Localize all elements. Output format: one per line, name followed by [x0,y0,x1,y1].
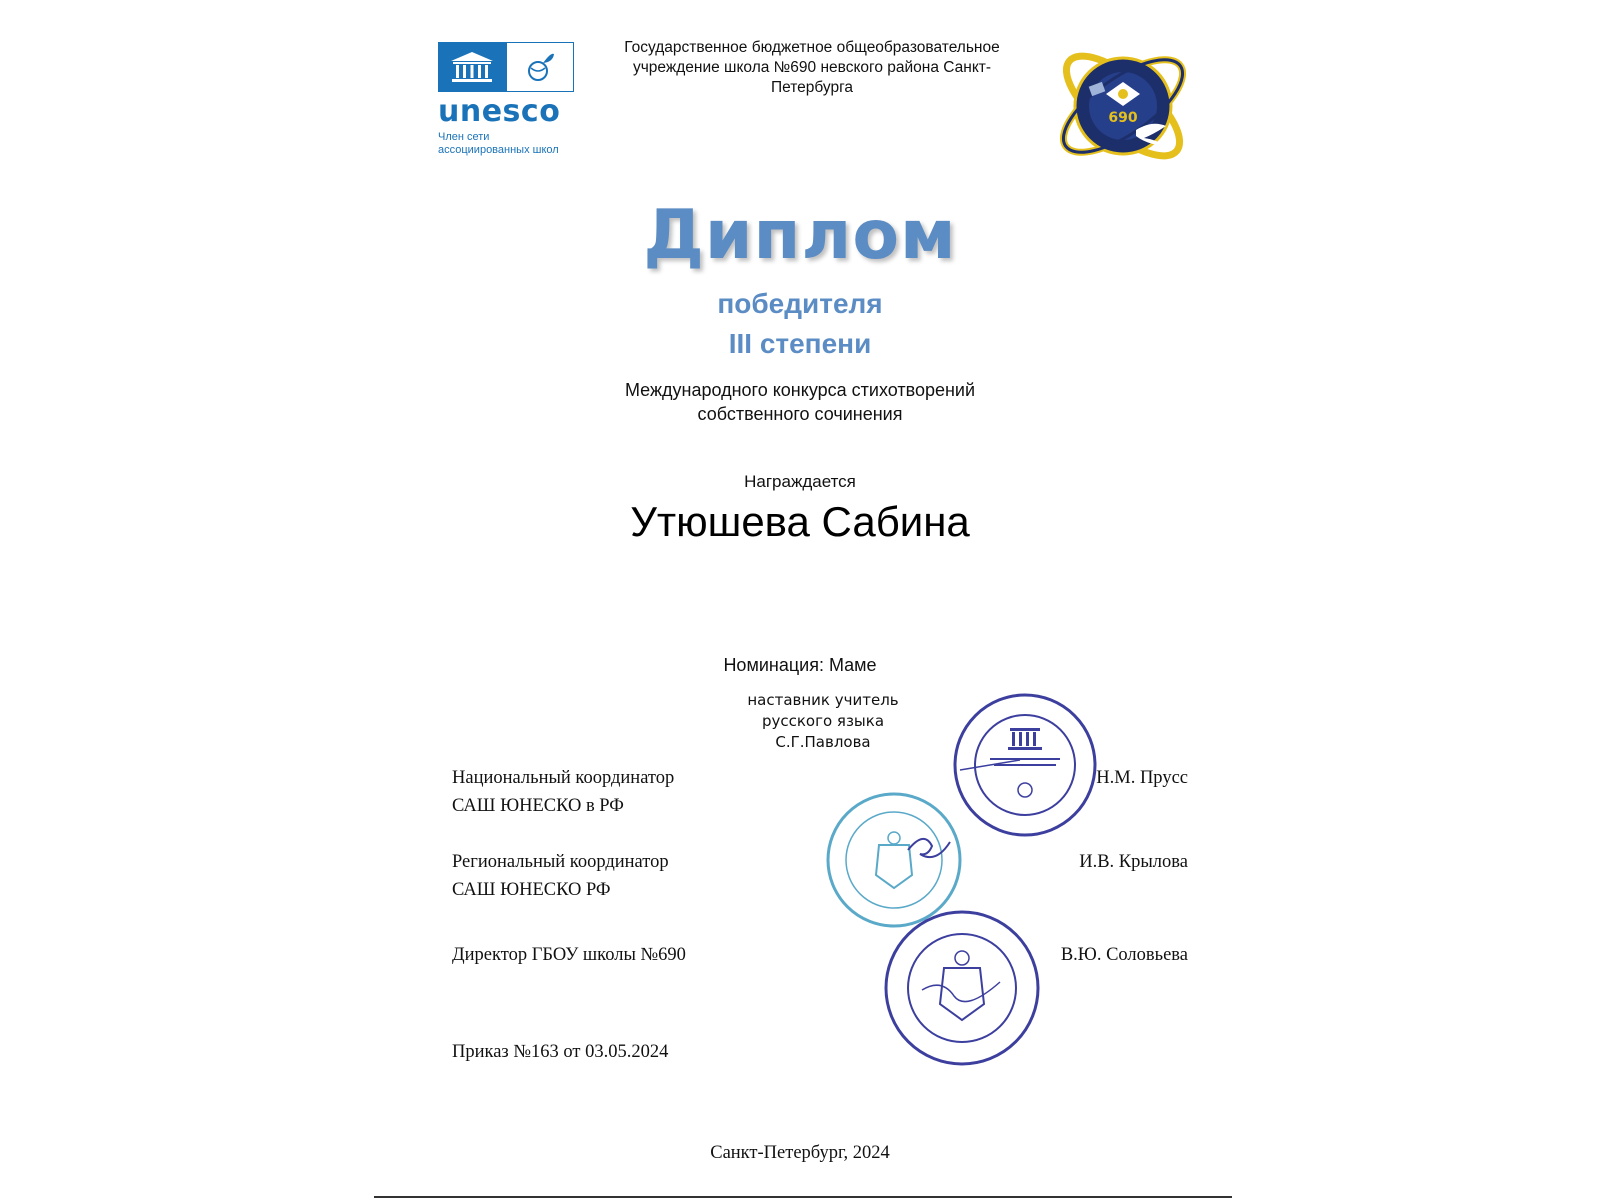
signature-person: В.Ю. Соловьева [1060,945,1188,965]
unesco-logo [438,42,578,157]
diploma-title: Диплом [643,196,957,275]
mentor-line1: наставник учитель [747,691,899,709]
signature-role [452,941,686,969]
signature-role-line2: САШ ЮНЕСКО в РФ [452,796,624,816]
signature-role [452,848,669,904]
unesco-leaf-icon [506,42,574,92]
contest-name [0,378,1600,426]
contest-name-line1: Международного конкурса стихотворений [624,380,976,400]
school-name [590,38,1034,98]
spb-committee-stamp [882,908,1042,1068]
mentor-line3: С.Г.Павлова [775,733,871,751]
signature-row-national [452,764,1188,824]
bottom-divider [374,1196,1232,1198]
signature-role-line1: Региональный координатор [452,852,669,872]
mentor-line2: русского языка [761,712,885,730]
unesco-logo-subtitle-line1: Член сети [438,131,490,143]
school-name-line1: Государственное бюджетное общеобразовательное [624,39,1000,56]
signature-role-line1: Национальный координатор [452,768,675,788]
school-name-line2: учреждение школа №690 невского района Санкт- [632,59,992,76]
contest-name-line2: собственного сочинения [697,404,903,424]
awardee-name: Утюшева Сабина [630,498,970,545]
city-year: Санкт-Петербург, 2024 [710,1143,890,1163]
unesco-logo-subtitle [438,131,578,157]
mentor [733,690,913,753]
school-690-emblem [1048,34,1198,174]
signature-role [452,764,674,820]
svg-text:690: 690 [1108,110,1138,126]
diploma-title-line2: III степени [728,328,872,359]
nomination: Номинация: Маме [723,655,877,675]
order-number: Приказ №163 от 03.05.2024 [452,1042,669,1062]
unesco-logo-word: unesco [438,94,561,129]
signature-row-director [452,941,1188,973]
unesco-logo-box [438,42,574,92]
signature-role-line2: САШ ЮНЕСКО РФ [452,880,611,900]
signature-role-line1: Директор ГБОУ школы №690 [452,945,686,965]
diploma-title-line1: победителя [717,288,883,319]
unesco-logo-subtitle-line2: ассоциированных школ [438,144,559,156]
signature-row-regional [452,848,1188,908]
awarded-label: Награждается [744,472,856,491]
unesco-temple-icon [438,42,506,92]
signature-person: Н.М. Прусс [1096,768,1188,788]
school-name-line3: Петербурга [770,79,854,96]
signature-person: И.В. Крылова [1079,852,1188,872]
